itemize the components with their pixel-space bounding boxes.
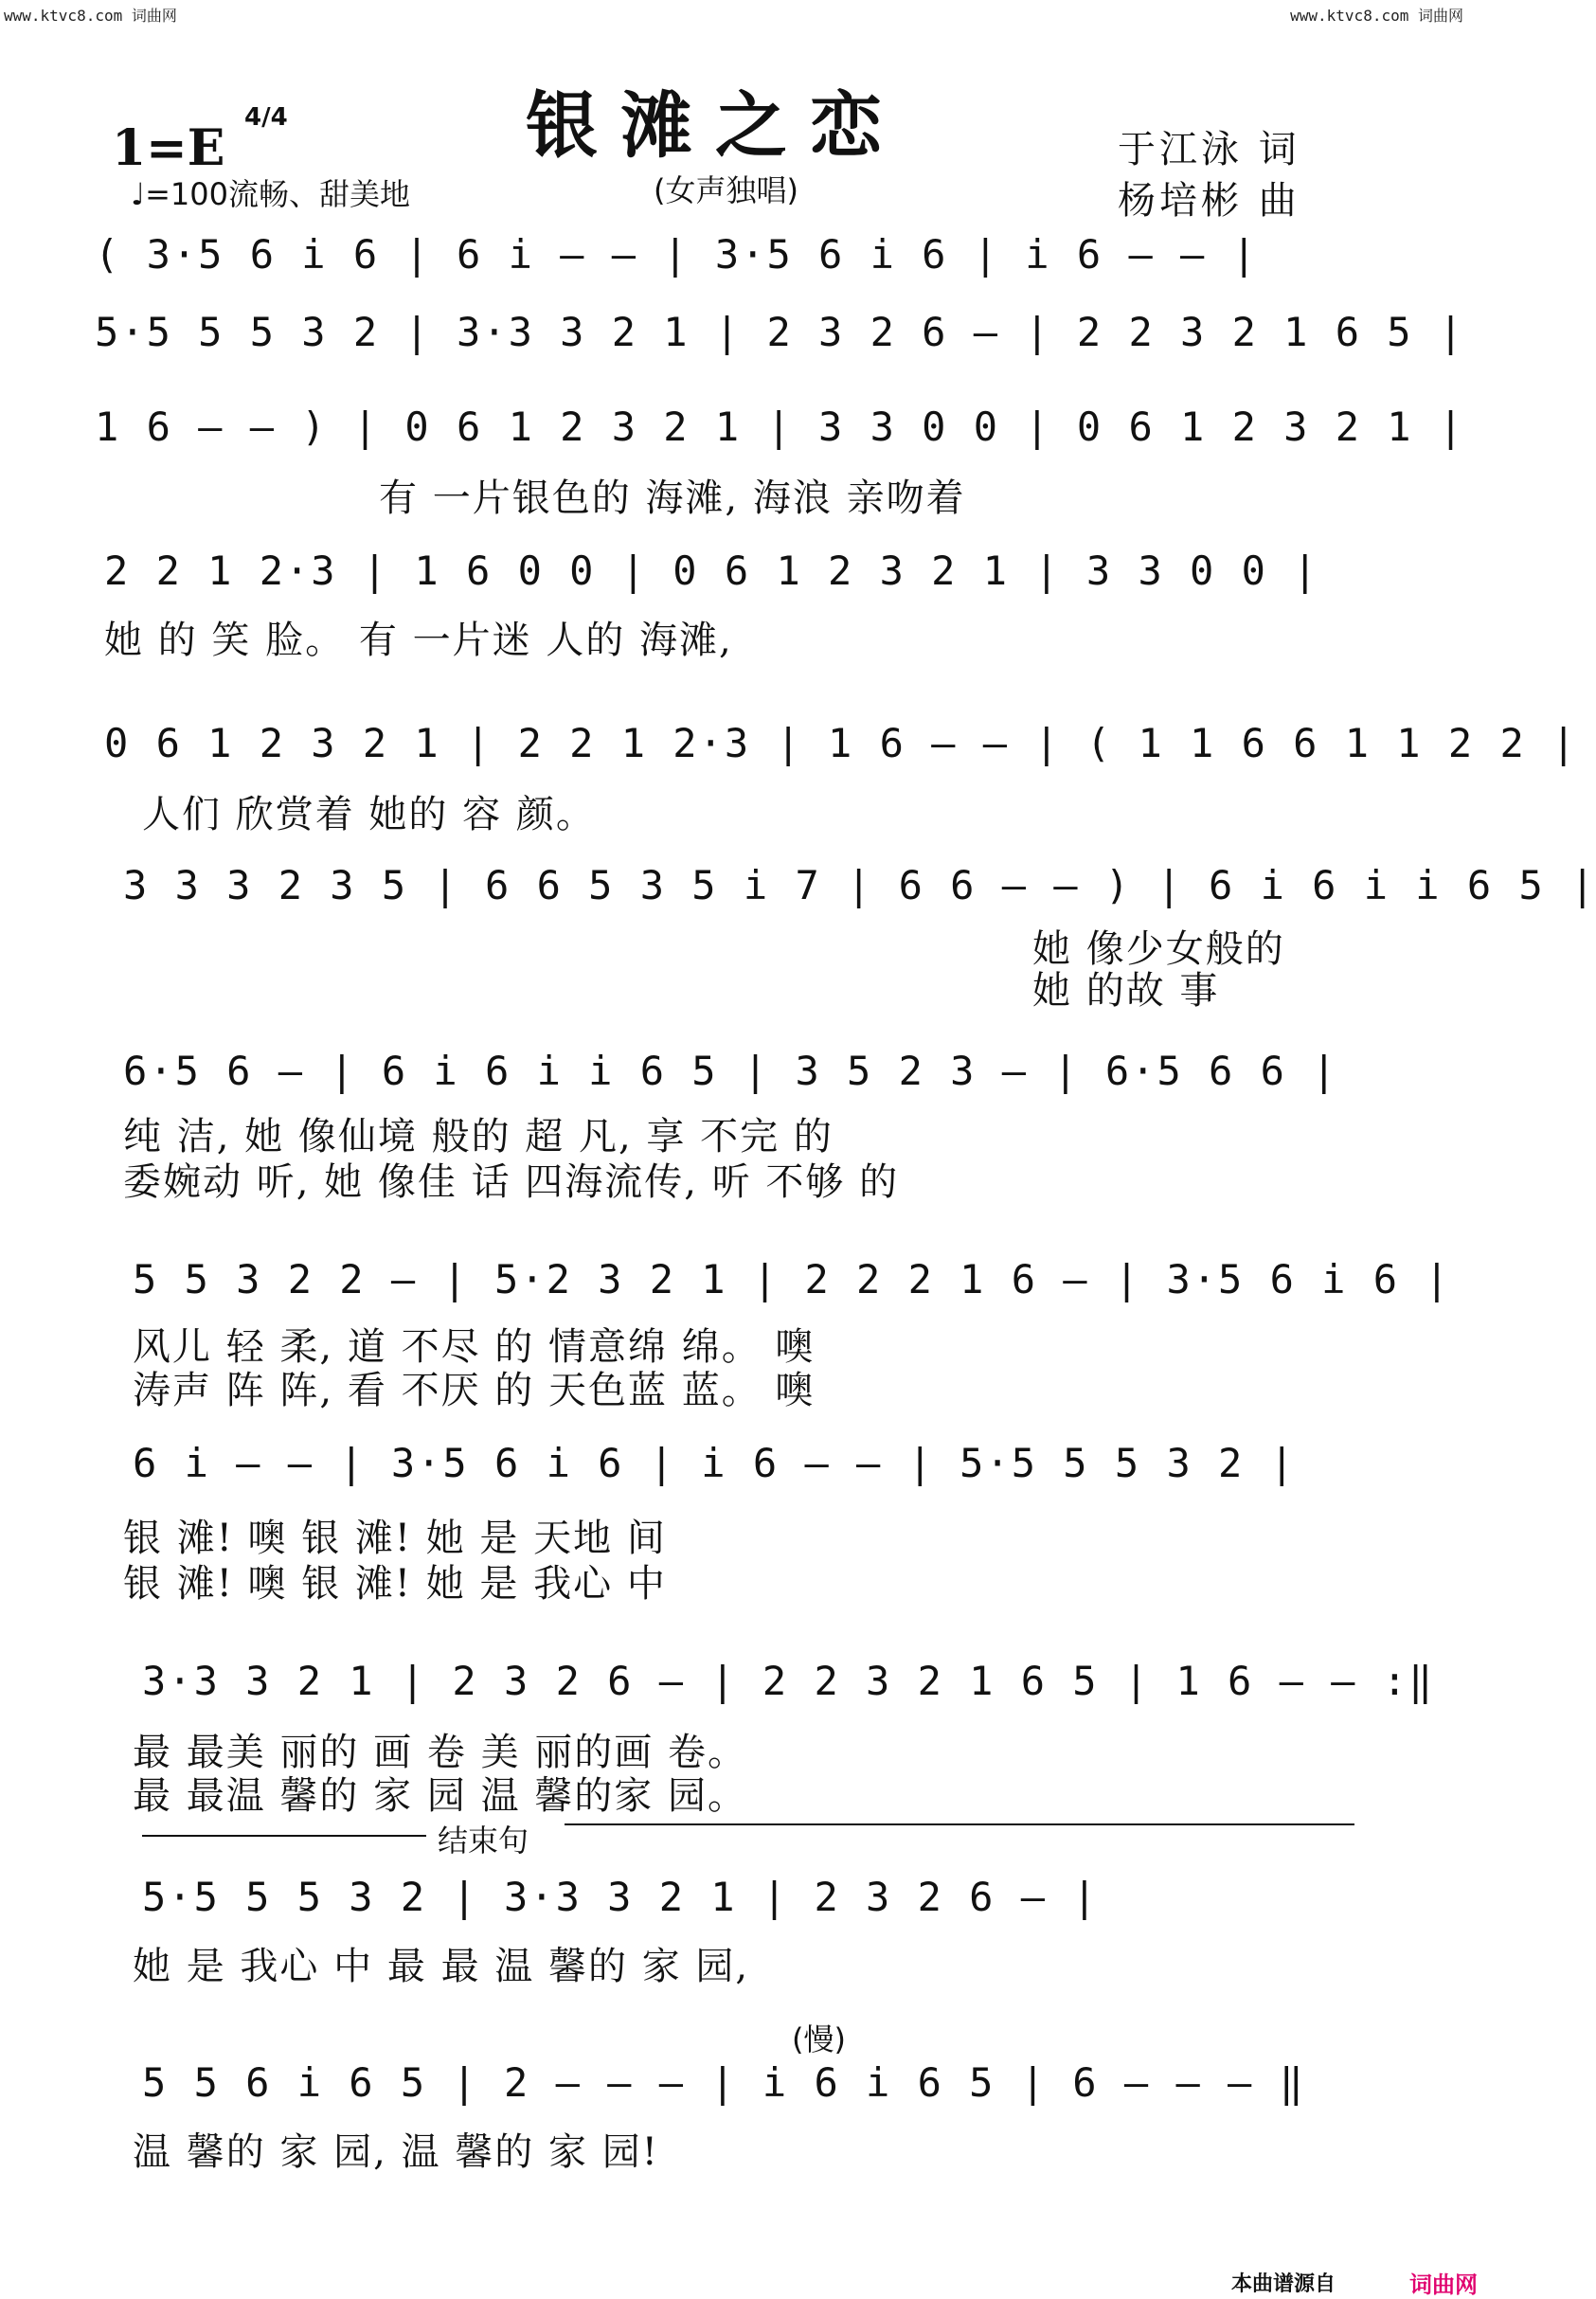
score-line-3-notes: 1 6 — — ) | 0 6 1 2 3 2 1 | 3 3 0 0 | 0 6 1 2 3 2 1 |: [95, 404, 1465, 450]
score-line-12-notes: 5 5 6 i 6 5 | 2 — — — | i 6 i 6 5 | 6 — — — ‖: [142, 2059, 1305, 2106]
score-line-8-lyric-v2: 涛声 阵 阵, 看 不厌 的 天色蓝 蓝。 噢: [133, 1369, 816, 1412]
score-line-12-lyric: 温 馨的 家 园, 温 馨的 家 园!: [133, 2130, 659, 2174]
score-line-9-notes: 6 i — — | 3·5 6 i 6 | i 6 — — | 5·5 5 5 3 2 |: [133, 1440, 1296, 1486]
time-signature: 4/4: [244, 103, 288, 132]
score-line-8-lyric-v1: 风儿 轻 柔, 道 不尽 的 情意绵 绵。 噢: [133, 1325, 816, 1369]
score-line-4-lyric: 她 的 笑 脸。 有 一片迷 人的 海滩,: [104, 619, 733, 662]
score-line-4-notes: 2 2 1 2·3 | 1 6 0 0 | 0 6 1 2 3 2 1 | 3 3 0 0 |: [104, 548, 1319, 594]
key-signature: 1=E: [112, 119, 225, 177]
composer-credit: 杨培彬 曲: [1118, 179, 1300, 223]
score-line-8-notes: 5 5 3 2 2 — | 5·2 3 2 1 | 2 2 2 1 6 — | 3·5 6 i 6 |: [133, 1256, 1451, 1302]
score-line-6-notes: 3 3 3 2 3 5 | 6 6 5 3 5 i 7 | 6 6 — — ) | 6 i 6 i i 6 5 |: [123, 862, 1596, 908]
header-site-left: www.ktvc8.com 词曲网: [4, 7, 177, 25]
score-line-10-notes: 3·3 3 2 1 | 2 3 2 6 — | 2 2 3 2 1 6 5 | 1 6 — — :‖: [142, 1658, 1435, 1704]
score-line-5-lyric: 人们 欣赏着 她的 容 颜。: [142, 793, 596, 836]
score-line-5-notes: 0 6 1 2 3 2 1 | 2 2 1 2·3 | 1 6 — — | ( 1 1 6 6 1 1 2 2 |: [104, 720, 1578, 766]
score-line-7-lyric-v2: 委婉动 听, 她 像佳 话 四海流传, 听 不够 的: [123, 1160, 900, 1204]
lyricist-credit: 于江泳 词: [1118, 128, 1300, 171]
song-title: 银滩之恋: [526, 83, 905, 168]
score-line-7-lyric-v1: 纯 洁, 她 像仙境 般的 超 凡, 享 不完 的: [123, 1115, 834, 1158]
ending-label: 结束句: [438, 1823, 529, 1859]
score-line-11-notes: 5·5 5 5 3 2 | 3·3 3 2 1 | 2 3 2 6 — |: [142, 1874, 1099, 1920]
score-line-9-lyric-v1: 银 滩! 噢 银 滩! 她 是 天地 间: [123, 1517, 667, 1560]
voice-type: (女声独唱): [654, 172, 798, 208]
score-line-7-notes: 6·5 6 — | 6 i 6 i i 6 5 | 3 5 2 3 — | 6·5 6 6 |: [123, 1048, 1338, 1094]
score-line-1-notes: ( 3·5 6 i 6 | 6 i — — | 3·5 6 i 6 | i 6 — — |: [95, 231, 1258, 278]
footer-brand-logo: 词曲网: [1409, 2272, 1478, 2298]
score-line-10-lyric-v1: 最 最美 丽的 画 卷 美 丽的画 卷。: [133, 1731, 748, 1774]
score-line-2-notes: 5·5 5 5 3 2 | 3·3 3 2 1 | 2 3 2 6 — | 2 2 3 2 1 6 5 |: [95, 309, 1465, 355]
footer-source-text: 本曲谱源自: [1231, 2272, 1336, 2296]
slow-tempo-label: (慢): [792, 2021, 846, 2057]
score-line-9-lyric-v2: 银 滩! 噢 银 滩! 她 是 我心 中: [123, 1562, 667, 1606]
score-line-6-lyric-v2: 她 的故 事: [1032, 969, 1220, 1013]
score-line-3-lyric: 有 一片银色的 海滩, 海浪 亲吻着: [379, 476, 966, 520]
header-site-right: www.ktvc8.com 词曲网: [1290, 7, 1463, 25]
score-line-11-lyric: 她 是 我心 中 最 最 温 馨的 家 园,: [133, 1945, 750, 1988]
tempo-marking: ♩=100流畅、甜美地: [131, 176, 410, 212]
score-line-10-lyric-v2: 最 最温 馨的 家 园 温 馨的家 园。: [133, 1774, 748, 1818]
score-line-6-lyric-v1: 她 像少女般的: [1032, 927, 1285, 971]
